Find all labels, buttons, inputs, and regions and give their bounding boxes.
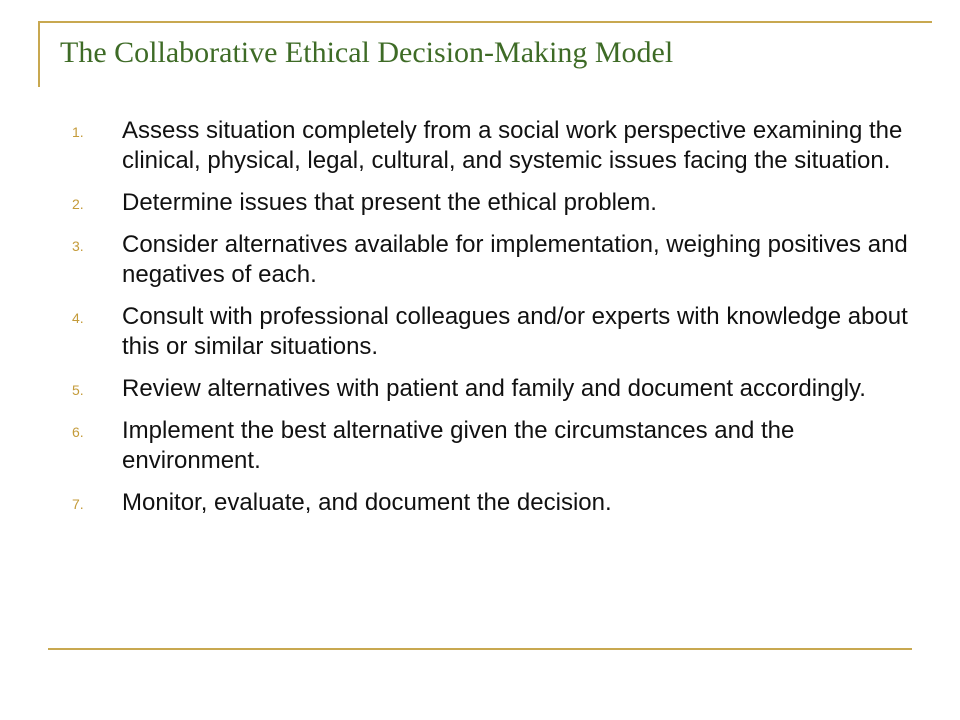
step-number: 7.: [72, 496, 84, 512]
step-text: Implement the best alternative given the circumstances and the environment.: [122, 417, 795, 474]
step-number: 2.: [72, 196, 84, 212]
step-text: Assess situation completely from a social work perspective examining the clinical, physical, legal, cultural, and systemic issues facing the situation.: [122, 117, 903, 174]
step-text: Determine issues that present the ethical problem.: [122, 189, 657, 216]
step-text: Consult with professional colleagues and/or experts with knowledge about this or similar situations.: [122, 303, 908, 360]
steps-list: [72, 116, 922, 530]
step-item: [72, 116, 922, 176]
step-item: [72, 230, 922, 290]
step-number: 3.: [72, 238, 84, 254]
step-number: 5.: [72, 382, 84, 398]
slide-title: The Collaborative Ethical Decision-Making Model: [60, 36, 674, 69]
step-number: 6.: [72, 424, 84, 440]
step-text: Review alternatives with patient and family and document accordingly.: [122, 375, 866, 402]
step-number: 4.: [72, 310, 84, 326]
step-text: Monitor, evaluate, and document the decision.: [122, 489, 612, 516]
step-item: [72, 188, 922, 218]
step-item: [72, 416, 922, 476]
left-rule: [38, 21, 40, 87]
step-item: [72, 374, 922, 404]
bottom-rule: [48, 648, 912, 650]
step-text: Consider alternatives available for implementation, weighing positives and negatives of each.: [122, 231, 908, 288]
step-item: [72, 488, 922, 518]
top-rule: [38, 21, 932, 23]
step-item: [72, 302, 922, 362]
step-number: 1.: [72, 124, 84, 140]
